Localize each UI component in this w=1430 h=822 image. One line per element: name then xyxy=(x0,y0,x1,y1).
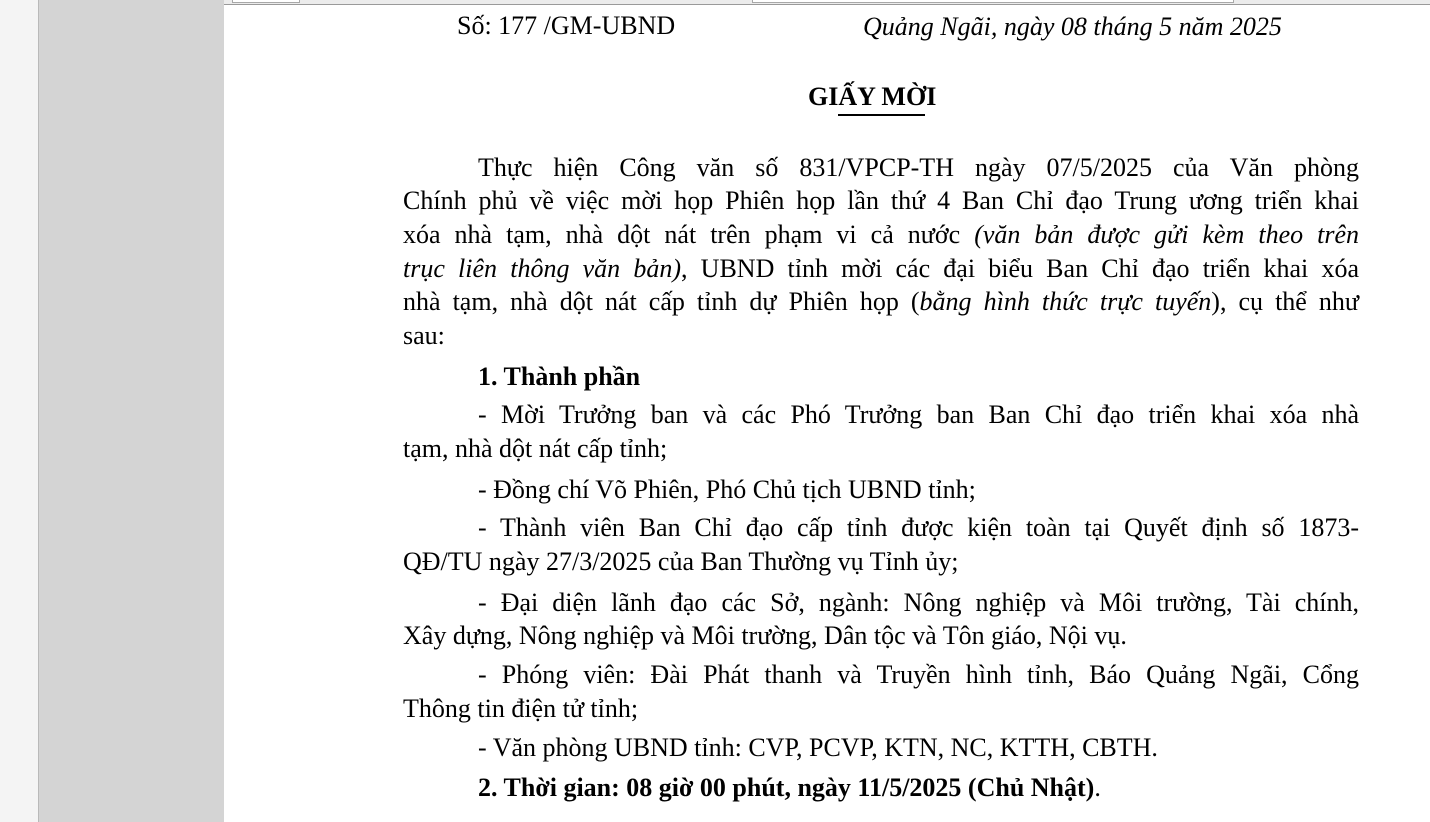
paragraph-line xyxy=(403,252,1359,286)
page-margin-area xyxy=(39,0,224,822)
list-item: - Văn phòng UBND tỉnh: CVP, PCVP, KTN, NC, KTTH, CBTH. xyxy=(478,733,1158,762)
text-run: nhà tạm, nhà dột nát cấp tỉnh dự Phiên họp ( xyxy=(403,287,920,316)
paragraph-line xyxy=(403,218,1359,252)
paragraph-line: Thực hiện Công văn số 831/VPCP-TH ngày 07/5/2025 của Văn phòng xyxy=(478,153,1359,182)
ruler-marker[interactable] xyxy=(232,0,300,3)
list-item: - Phóng viên: Đài Phát thanh và Truyền hình tỉnh, Báo Quảng Ngãi, Cổng xyxy=(478,660,1359,689)
text-run: . xyxy=(1094,773,1101,802)
list-item-cont: Xây dựng, Nông nghiệp và Môi trường, Dân tộc và Tôn giáo, Nội vụ. xyxy=(403,621,1127,650)
text-run-bold: 2. Thời gian: 08 giờ 00 phút, ngày 11/5/2025 (Chủ Nhật) xyxy=(478,773,1095,802)
list-item-cont: tạm, nhà dột nát cấp tỉnh; xyxy=(403,434,668,463)
section-heading: 1. Thành phần xyxy=(478,362,641,391)
paragraph-line: Chính phủ về việc mời họp Phiên họp lần thứ 4 Ban Chỉ đạo Trung ương triển khai xyxy=(403,186,1359,215)
paragraph-line xyxy=(403,285,1359,319)
list-item: - Đại diện lãnh đạo các Sở, ngành: Nông nghiệp và Môi trường, Tài chính, xyxy=(478,588,1359,617)
left-panel xyxy=(0,0,39,822)
text-run-italic: bằng hình thức trực tuyến xyxy=(919,287,1212,316)
text-run: ), cụ thể như xyxy=(1211,287,1359,316)
section-heading xyxy=(478,771,1101,804)
ruler-marker[interactable] xyxy=(752,0,1234,3)
text-run: xóa nhà tạm, nhà dột nát trên phạm vi cả nước xyxy=(403,220,975,249)
paragraph-line: sau: xyxy=(403,321,445,350)
text-run-italic: trục liên thông văn bản) xyxy=(403,254,681,283)
document-number: Số: 177 /GM-UBND xyxy=(457,11,676,40)
text-run: , UBND tỉnh mời các đại biểu Ban Chỉ đạo triển khai xóa xyxy=(681,254,1359,283)
list-item-cont: Thông tin điện tử tỉnh; xyxy=(403,694,639,723)
list-item: - Thành viên Ban Chỉ đạo cấp tỉnh được kiện toàn tại Quyết định số 1873- xyxy=(478,513,1359,542)
text-run-italic: (văn bản được gửi kèm theo trên xyxy=(974,220,1360,249)
list-item: - Mời Trưởng ban và các Phó Trưởng ban Ban Chỉ đạo triển khai xóa nhà xyxy=(478,400,1359,429)
list-item: - Đồng chí Võ Phiên, Phó Chủ tịch UBND tỉnh; xyxy=(478,475,976,504)
title-underline xyxy=(838,114,925,116)
page-title: GIẤY MỜI xyxy=(808,82,937,111)
document-date: Quảng Ngãi, ngày 08 tháng 5 năm 2025 xyxy=(863,12,1282,41)
list-item-cont: QĐ/TU ngày 27/3/2025 của Ban Thường vụ Tỉnh ủy; xyxy=(403,547,959,576)
